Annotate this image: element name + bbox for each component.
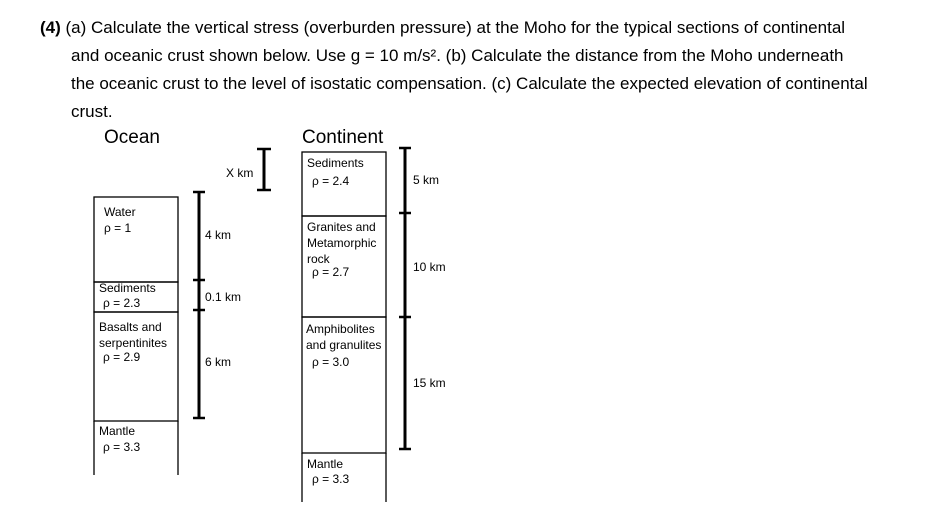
question-number: (4) [40, 18, 61, 37]
ocean-sediments-density: ρ = 2.3 [103, 296, 141, 310]
continent-amphibolite-thickness: 15 km [413, 376, 446, 390]
continent-mantle-name: Mantle [307, 457, 344, 471]
continent-granite-thickness: 10 km [413, 260, 446, 274]
continent-title: Continent [302, 127, 384, 148]
continent-mantle-density: ρ = 3.3 [312, 472, 350, 486]
continent-granite-density: ρ = 2.7 [312, 265, 350, 279]
ocean-sediments-name: Sediments [99, 281, 156, 295]
question-line-1: (4) (a) Calculate the vertical stress (overburden pressure) at the Moho for the typical sections of continental [40, 18, 846, 37]
ocean-basalt-name-2: serpentinites [99, 336, 168, 350]
ocean-title: Ocean [104, 127, 160, 148]
continent-sediments-thickness: 5 km [413, 173, 440, 187]
continent-granite-name-3: rock [307, 252, 330, 266]
ocean-water-thickness: 4 km [205, 228, 232, 242]
continent-amphibolite-name-1: Amphibolites [306, 322, 375, 336]
continent-amphibolite-name-2: and granulites [306, 338, 382, 352]
continent-sediments-name: Sediments [307, 156, 364, 170]
ocean-sediments-thickness: 0.1 km [205, 290, 242, 304]
continent-granite-name-2: Metamorphic [307, 236, 377, 250]
ocean-basalt-thickness: 6 km [205, 355, 232, 369]
continent-granite-name-1: Granites and [307, 220, 376, 234]
continent-sediments-density: ρ = 2.4 [312, 174, 350, 188]
ocean-mantle-name: Mantle [99, 424, 136, 438]
ocean-water-name: Water [104, 205, 136, 219]
question-line-2: and oceanic crust shown below. Use g = 10 m/s². (b) Calculate the distance from the Moho underneath [71, 46, 844, 65]
ocean-mantle-density: ρ = 3.3 [103, 440, 141, 454]
ocean-basalt-density: ρ = 2.9 [103, 350, 141, 364]
ocean-water-density: ρ = 1 [104, 221, 132, 235]
question-line-3: the oceanic crust to the level of isostatic compensation. (c) Calculate the expected elevation of continental [71, 74, 868, 93]
question-line-4: crust. [71, 102, 113, 121]
continent-amphibolite-density: ρ = 3.0 [312, 355, 350, 369]
ocean-x-label: X km [226, 166, 254, 180]
ocean-basalt-name-1: Basalts and [99, 320, 162, 334]
